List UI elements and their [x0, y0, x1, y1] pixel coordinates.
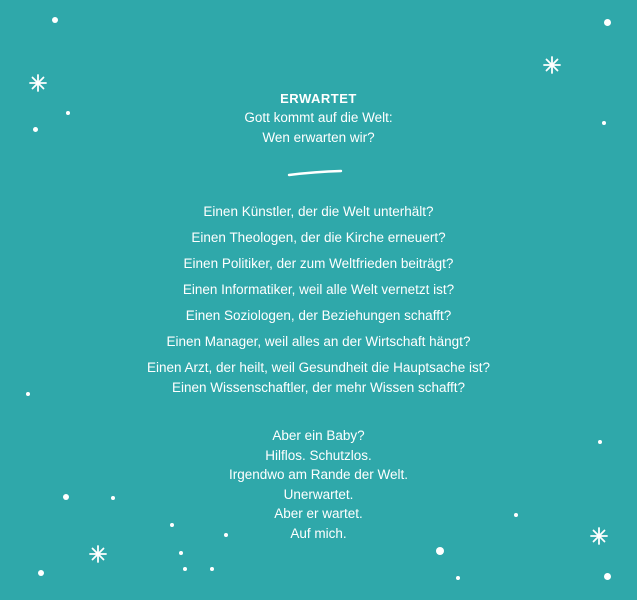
snow-dot — [436, 547, 444, 555]
brush-divider — [287, 168, 343, 178]
question-line: Einen Künstler, der die Welt unterhält? — [203, 204, 434, 219]
ending-line: Unerwartet. — [283, 486, 354, 502]
question-list — [0, 201, 637, 403]
snow-dot — [52, 17, 58, 23]
question-line: Einen Soziologen, der Beziehungen schafft? — [185, 308, 452, 323]
snow-dot — [210, 567, 214, 571]
question-line: Einen Wissenschaftler, der mehr Wissen schafft? — [171, 380, 466, 395]
snow-dot — [604, 19, 611, 26]
question-line: Einen Informatiker, weil alle Welt vernetzt ist? — [182, 282, 455, 297]
poem-header — [0, 90, 637, 148]
snow-dot — [38, 570, 44, 576]
sparkle-star-icon — [542, 55, 562, 75]
snow-dot — [456, 576, 460, 580]
poem-ending — [0, 426, 637, 544]
ending-line: Aber er wartet. — [274, 506, 363, 522]
question-line: Einen Politiker, der zum Weltfrieden beiträgt? — [183, 256, 454, 271]
ending-line: Auf mich. — [290, 525, 347, 541]
ending-line: Aber ein Baby? — [272, 428, 365, 443]
ending-line: Irgendwo am Rande der Welt. — [228, 467, 409, 483]
question-line: Einen Manager, weil alles an der Wirtschaft hängt? — [166, 334, 471, 349]
snow-dot — [183, 567, 187, 571]
ending-line: Hilflos. Schutzlos. — [265, 447, 372, 463]
snow-dot — [604, 573, 611, 580]
poem-subtitle-line: Gott kommt auf die Welt: — [244, 110, 393, 125]
snow-dot — [179, 551, 183, 555]
question-line: Einen Arzt, der heilt, weil Gesundheit die Hauptsache ist? — [147, 360, 490, 375]
poem-title: ERWARTET — [280, 91, 357, 106]
sparkle-star-icon — [88, 544, 108, 564]
question-line: Einen Theologen, der die Kirche erneuert? — [191, 230, 446, 245]
poem-subtitle-line: Wen erwarten wir? — [262, 130, 375, 145]
